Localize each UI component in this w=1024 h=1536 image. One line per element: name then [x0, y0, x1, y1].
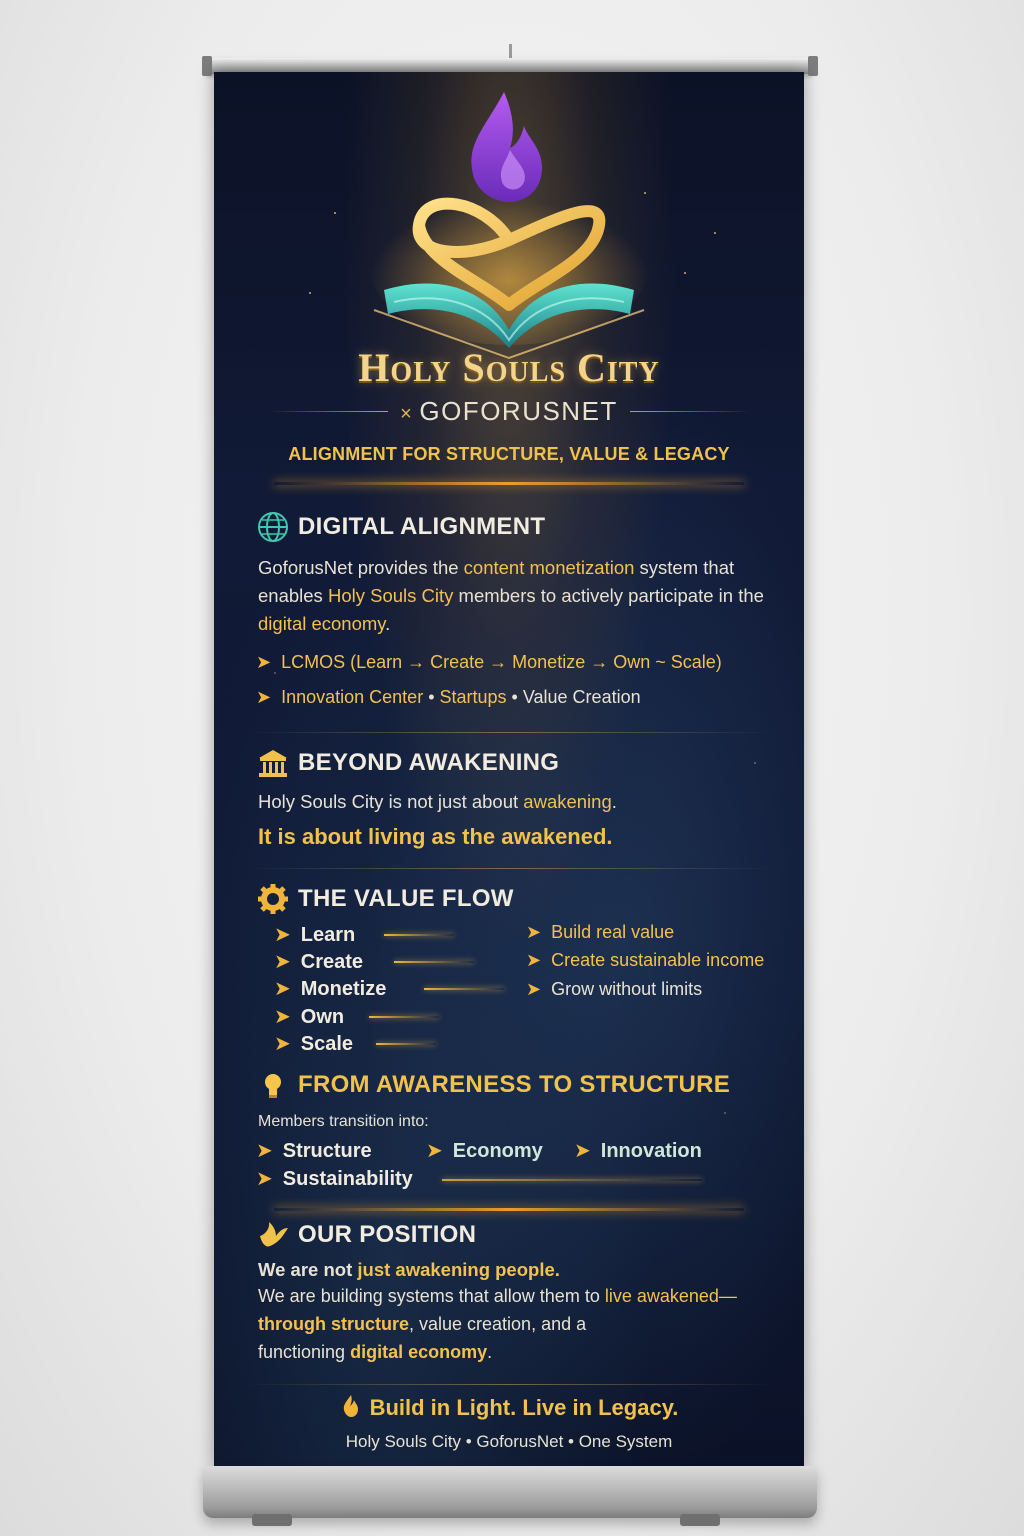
star: [309, 292, 311, 294]
flow-connector: [424, 988, 504, 990]
stand-top-cap-right: [808, 56, 818, 76]
flow-connector: [384, 934, 454, 936]
flow-step-create: [274, 949, 363, 974]
page-title: Holy Souls City: [358, 345, 660, 390]
text-run: , value creation, and a: [409, 1314, 587, 1334]
flow-step-monetize: [274, 976, 386, 1001]
subtitle-divider-left: [268, 411, 388, 412]
arrow-icon: ➤: [256, 1168, 273, 1190]
transition-innovation: [574, 1138, 702, 1163]
transition-economy: [426, 1138, 543, 1163]
separator: •: [423, 687, 440, 707]
transition-label: Innovation: [600, 1140, 702, 1162]
subtitle-mark: ×: [400, 403, 414, 425]
outcome-text: Create sustainable income: [551, 950, 765, 970]
bullet-text: Startups: [439, 687, 507, 707]
flow-step-own: [274, 1004, 344, 1029]
text-run: .: [487, 1342, 493, 1362]
arrow-icon: ➤: [274, 924, 291, 946]
glow-divider: [274, 482, 744, 485]
stand-foot-right: [680, 1514, 720, 1526]
slogan-text: Build in Light. Live in Legacy.: [369, 1395, 679, 1420]
gear-icon: [256, 882, 290, 916]
flow-step-label: Own: [300, 1006, 345, 1028]
text-run: members to actively participate in the: [453, 585, 764, 606]
footer-subtitle: Holy Souls City • GoforusNet • One System: [345, 1432, 673, 1451]
section-beyond-awakening-header: [256, 746, 559, 780]
section-value-flow-header: [256, 882, 514, 916]
text-run: Holy Souls City is not just about: [258, 791, 524, 812]
beyond-awakening-line: [258, 788, 778, 816]
awakened-quote: It is about living as the awakened.: [258, 824, 613, 849]
arrow-icon: ➤: [574, 1140, 591, 1162]
flow-outcome: [526, 922, 674, 943]
section-title: THE VALUE FLOW: [298, 885, 514, 912]
highlight-text: content monetization: [463, 557, 635, 578]
star: [714, 232, 716, 234]
flow-step-label: Learn: [300, 924, 356, 946]
bullet-text: Innovation Center: [281, 687, 424, 707]
section-divider: [244, 1384, 774, 1385]
arrow-icon: ➤: [256, 652, 272, 672]
highlight-text: digital economy: [350, 1342, 488, 1362]
section-title: DIGITAL ALIGNMENT: [298, 513, 546, 540]
flow-step-label: Create: [300, 951, 364, 973]
awareness-intro: Members transition into:: [258, 1113, 429, 1130]
stand-base: [203, 1466, 817, 1518]
flow-outcome: [526, 950, 764, 971]
highlight-text: awakening: [523, 791, 612, 812]
tagline: ALIGNMENT FOR STRUCTURE, VALUE & LEGACY: [288, 444, 730, 464]
section-awareness-header: [256, 1068, 730, 1102]
flow-step-label: Monetize: [300, 978, 387, 1000]
holy-souls-logo: [364, 90, 654, 360]
transition-structure: [256, 1138, 372, 1163]
lightbulb-icon: [256, 1068, 290, 1102]
section-divider: [244, 868, 774, 869]
outcome-text: Build real value: [551, 922, 675, 942]
section-title: OUR POSITION: [298, 1221, 477, 1248]
text-run: system that enables: [258, 557, 735, 606]
text-run: .: [611, 791, 617, 812]
bullet-text: LCMOS (Learn → Create → Monetize → Own ~ Scale): [281, 652, 722, 672]
text-run: We are not: [258, 1259, 358, 1280]
highlight-text: through structure: [258, 1314, 409, 1334]
highlight-text: Holy Souls City: [327, 585, 454, 606]
arrow-icon: ➤: [526, 922, 542, 942]
flame-icon: [340, 1394, 362, 1418]
stand-top-cap-left: [202, 56, 212, 76]
section-divider: [244, 732, 774, 733]
dove-icon: [256, 1218, 290, 1252]
position-line-1: [258, 1256, 778, 1284]
flow-connector: [369, 1016, 439, 1018]
star: [754, 762, 756, 764]
arrow-icon: ➤: [274, 1006, 291, 1028]
transition-label: Structure: [282, 1140, 372, 1162]
star: [684, 272, 686, 274]
flow-outcome: [526, 979, 702, 1000]
bullet-innovation: [256, 687, 641, 708]
text-run: functioning: [258, 1342, 351, 1362]
flow-connector: [442, 1179, 702, 1181]
section-digital-alignment-header: [256, 510, 545, 544]
arrow-icon: ➤: [274, 951, 291, 973]
text-run: .: [385, 613, 391, 634]
arrow-icon: ➤: [526, 950, 542, 970]
arrow-icon: ➤: [526, 979, 542, 999]
flow-step-label: Scale: [300, 1033, 354, 1055]
flow-step-learn: [274, 922, 355, 947]
highlight-text: just awakening people.: [357, 1259, 560, 1280]
footer-slogan: [214, 1394, 804, 1421]
section-title: BEYOND AWAKENING: [298, 749, 560, 776]
bullet-lcmos: [256, 652, 722, 673]
text-run: GoforusNet provides the: [258, 557, 464, 578]
arrow-icon: ➤: [274, 1033, 291, 1055]
flow-connector: [376, 1043, 436, 1045]
flow-step-scale: [274, 1031, 353, 1056]
highlight-text: live awakened—: [604, 1286, 737, 1306]
subtitle-text: GOFORUSNET: [419, 396, 618, 426]
section-title: FROM AWARENESS TO STRUCTURE: [298, 1071, 731, 1098]
transition-label: Economy: [452, 1140, 543, 1162]
arrow-icon: ➤: [256, 1140, 273, 1162]
text-run: We are building systems that allow them to: [258, 1286, 605, 1306]
subtitle: [400, 396, 618, 427]
subtitle-divider-right: [630, 411, 750, 412]
arrow-icon: ➤: [256, 687, 272, 707]
position-paragraph: [258, 1282, 804, 1366]
transition-sustainability: [256, 1166, 413, 1191]
section-position-header: [256, 1218, 476, 1252]
highlight-text: digital economy: [258, 613, 386, 634]
subtitle-row: [214, 396, 804, 427]
stand-foot-left: [252, 1514, 292, 1526]
bullet-text: Value Creation: [522, 687, 641, 707]
separator: •: [506, 687, 523, 707]
temple-icon: [256, 746, 290, 780]
star: [334, 212, 336, 214]
flow-connector: [394, 961, 474, 963]
arrow-icon: ➤: [426, 1140, 443, 1162]
arrow-icon: ➤: [274, 978, 291, 1000]
transition-label: Sustainability: [282, 1168, 413, 1190]
outcome-text: Grow without limits: [551, 979, 703, 999]
glow-divider: [274, 1208, 744, 1211]
digital-alignment-paragraph: [258, 554, 778, 638]
globe-icon: [256, 510, 290, 544]
rollup-banner: [214, 72, 804, 1468]
